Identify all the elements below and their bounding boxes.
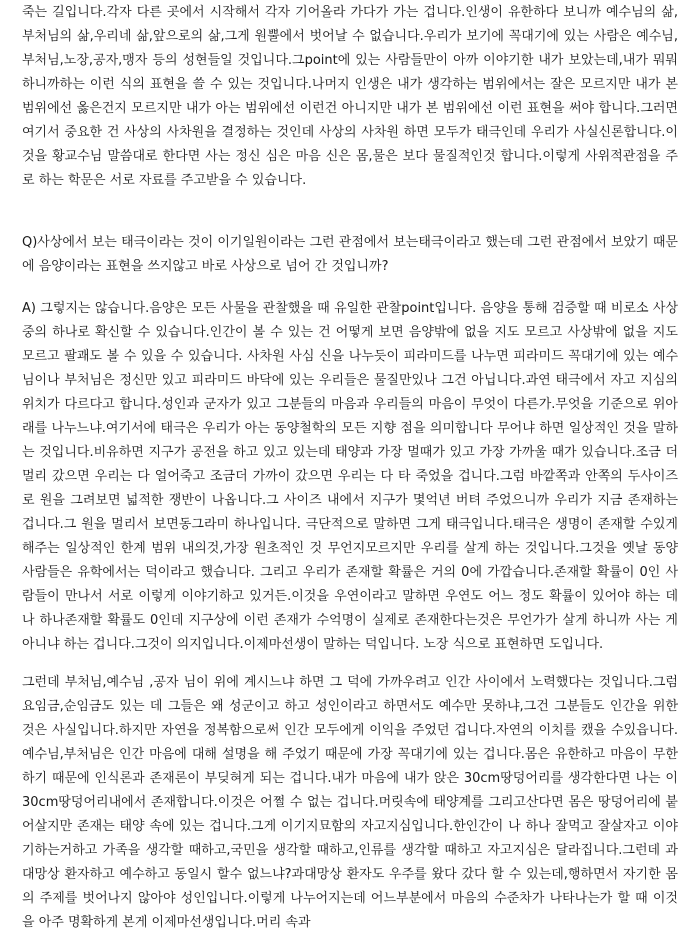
intro-paragraph: 죽는 길입니다.각자 다른 곳에서 시작해서 각자 기어올라 가다가 가는 겁니다.인생이 유한하다 보니까 예수님의 삶, 부처님의 삶,우리네 삶,앞으로의 삶,그게 원뿔에서 벗어날 수 없습니다.우리가 보기에 꼭대기에 있는 사람은 예수님,부처님,노장,공자,맹자 등의 성현들일 것입니다.그point에 있는 사람들만이 아까 이야기한 내가 보았는데,내가 뭐뭐하니까하는 이런 식의 표현을 쓸 수 있는 것입니다.나머지 인생은 내가 생각하는 범위에서는 잘은 모르지만 내가 본 범위에선 옳은건지 모르지만 내가 아는 범위에선 이런건 아니지만 내가 본 범위에선 이런 표현을 써야 합니다.그러면 여기서 중요한 건 사상의 사차원을 결정하는 것인데 사상의 사차원 하면 모두가 태극인데 우리가 사실신론합니다.이것을 황교수님 말씀대로 한다면 사는 정신 심은 마음 신은 몸,물은 보다 물질적인것 합니다.이렇게 사위적관점을 주로 하는 학문은 서로 자료를 주고받을 수 있습니다. (22, 5, 678, 188)
continuation-paragraph: 그런데 부처님,예수님 ,공자 님이 위에 계시느냐 하면 그 덕에 가까우려고 인간 사이에서 노력했다는 것입니다.그럼 요임금,순임금도 있는 데 그들은 왜 성군이고 하고 성인이라고 하면서도 예수만 못하냐,그건 그분들도 인간을 위한 것은 사실입니다.하지만 자연을 정복함으로써 인간 모두에게 이익을 주었던 겁니다.자연의 이치를 캤을 수있읍니다.예수님,부처님은 인간 마음에 대해 설명을 해 주었기 때문에 가장 꼭대기에 있는 겁니다.몸은 유한하고 마음이 무한하기 때문에 인식론과 존재론이 부딪혀게 되는 겁니다.내가 마음에 내가 앉은 30cm땅덩어리를 생각한다면 나는 이 30cm땅덩어리내에서 존재합니다.이것은 어쩔 수 없는 겁니다.머릿속에 태양계를 그리고산다면 몸은 땅덩어리에 붙어살지만 존재는 태양 속에 있는 겁니다.그게 이기지묘함의 자고지심입니다.한인간이 나 하나 잘먹고 잘살자고 이야기하는거하고 가족을 생각할 때하고,국민을 생각할 때하고,인류를 생각할 때하고 자고지심은 달라집니다.그런데 과대망상 환자하고 예수하고 동일시 할수 없느냐?과대망상 환자도 우주를 왔다 갔다 할 수 있는데,행하면서 자기한 몸의 주제를 벗어나지 않아야 성인입니다.이렇게 나누어지는데 어느부분에서 마음의 수준차가 나타나는가 할 때 이것을 아주 명확하게 본게 이제마선생입니다.머리 속과 (22, 675, 678, 930)
answer-paragraph: A) 그렇지는 않습니다.음양은 모든 사물을 관찰했을 때 유일한 관찰point입니다. 음양을 통해 검증할 때 비로소 사상 중의 하나로 확신할 수 있습니다.인간이 볼 수 있는 건 어떻게 보면 음양밖에 없을 지도 모르고 사상밖에 없을 지도 모르고 팔괘도 볼 수 있을 수 있습니다. 사차원 사심 신을 나누듯이 피라미드를 나누면 피라미드 꼭대기에 있는 예수님이나 부처님은 정신만 있고 피라미드 바닥에 있는 우리들은 물질만있나 그건 아닙니다.과연 태극에서 자고 지심의 위치가 다르다고 합니다.성인과 군자가 있고 그분들의 마음과 우리들의 마음이 무엇이 다른가.무엇을 기준으로 위아래를 나누느냐.여기서에 태극은 우리가 아는 동양철학의 모든 지향 점을 의미합니다 무어냐 하면 일상적인 것을 말하는 것입니다.비유하면 지구가 공전을 하고 있고 있는데 태양과 가장 멀때가 있고 가장 가까울 때가 있습니다.조금 더 멀리 갔으면 우리는 다 얼어죽고 조금더 가까이 갔으면 우리는 다 타 죽었을 겁니다.그럼 바깥쪽과 안쪽의 두사이즈로 원을 그려보면 넓적한 쟁반이 나옵니다.그 사이즈 내에서 지구가 몇억년 버텨 주었으니까 우리가 지금 존재하는 겁니다.그 원을 멀리서 보면동그라미 하나입니다. 극단적으로 말하면 그게 태극입니다.태극은 생명이 존재할 수있게 해주는 일상적인 한계 범위 내의것,가장 원초적인 것 무언지모르지만 우리를 살게 하는 것입니다.그것을 옛날 동양 사람들은 유학에서는 덕이라고 했습니다. 그리고 우리가 존재할 확률은 거의 0에 가깝습니다.존재할 확률이 0인 사람들이 만나서 서로 이렇게 이야기하고 있거든.이것을 우연이라고 말하면 우연도 어느 정도 확률이 있어야 하는 데 나 하나존재할 확률도 0인데 지구상에 이런 존재가 수억명이 실제로 존재한다는것은 무언가가 살게 하니까 사는 게 아니냐 하는 겁니다.그것이 의지입니다.이제마선생이 말하는 덕입니다. 노장 식으로 표현하면 도입니다. (22, 301, 678, 652)
question-paragraph: Q)사상에서 보는 태극이라는 것이 이기일원이라는 그런 관점에서 보는태극이라고 했는데 그런 관점에서 보았기 때문에 음양이라는 표현을 쓰지않고 바로 사상으로 넘어 간 것입니까? (22, 235, 678, 274)
